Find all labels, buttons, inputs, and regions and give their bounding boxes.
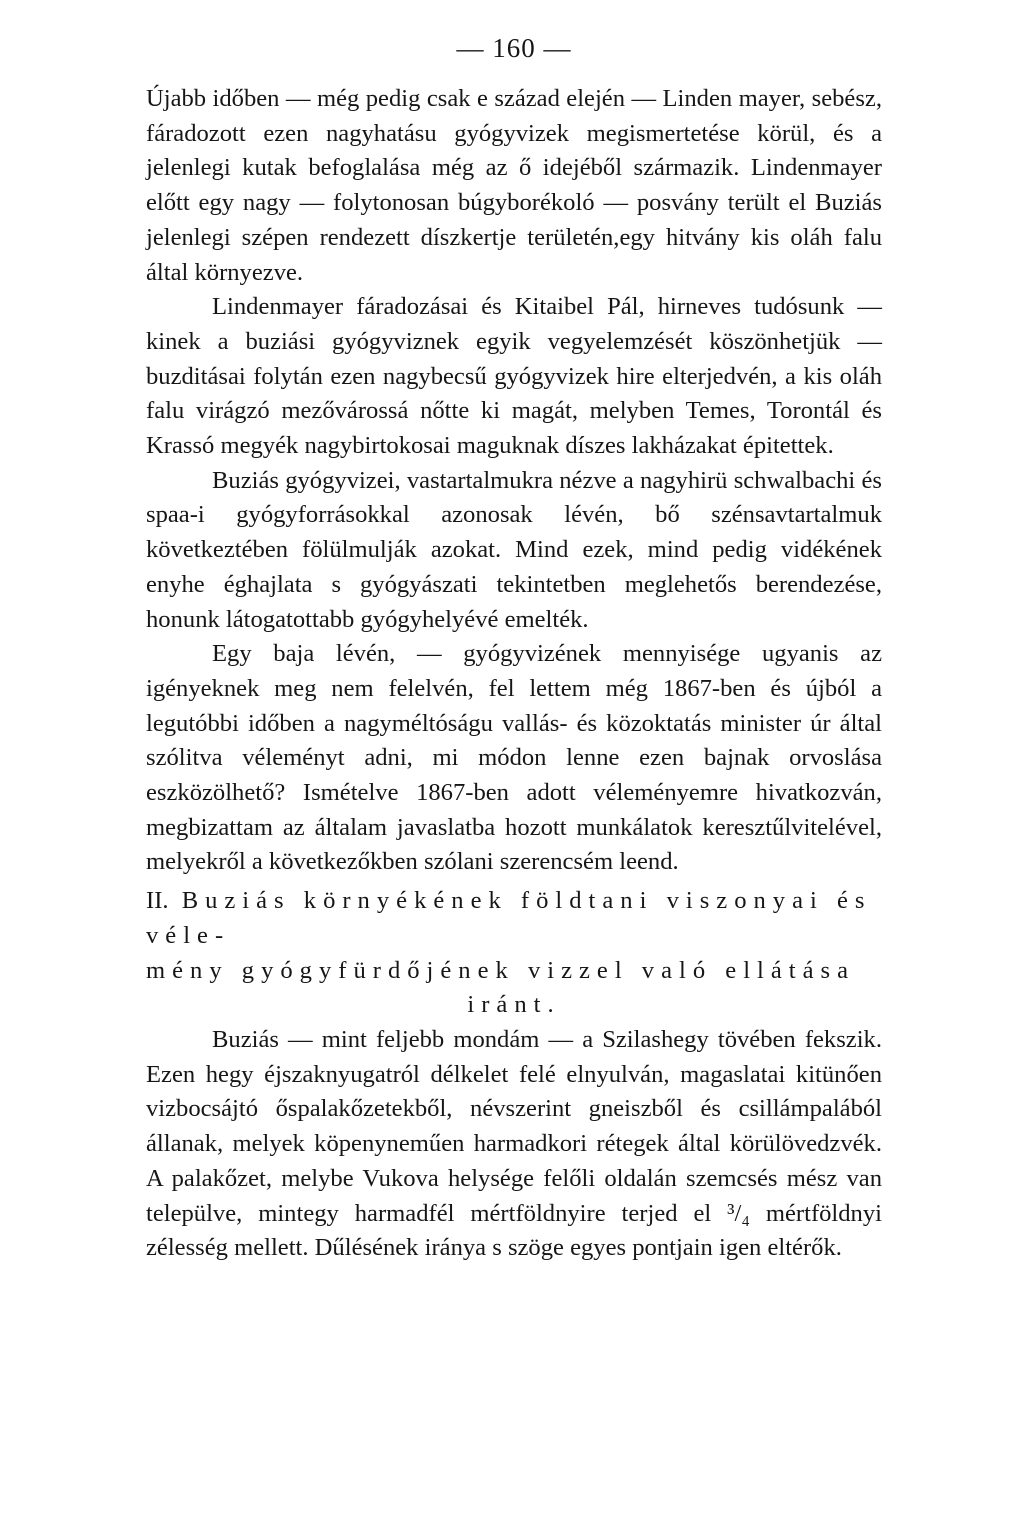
- paragraph-2: Lindenmayer fáradozásai és Kitaibel Pál, hirneves tudósunk — kinek a buziási gyógyviznek egyik vegyelemzését köszönhetjük — buzditásai folytán ezen nagybecsű gyógyvizek hire elterjedvén, a kis oláh falu virágzó mezővárossá nőtte ki magát, melyben Temes, Torontál és Krassó megyék nagybirtokosai maguknak díszes lakházakat épitettek.: [146, 293, 882, 460]
- section-heading-line-3: iránt.: [467, 991, 561, 1019]
- paragraph-4: Egy baja lévén, — gyógyvizének mennyisége ugyanis az igényeknek meg nem felelvén, fel lettem még 1867-ben és újból a legutóbbi időben a nagyméltóságu vallás- és közoktatás minister úr által szólitva véleményt adni, mi módon lenne ezen bajnak orvoslása eszközölhető? Ismételve 1867-ben adott véleményemre hivatkozván, megbizattam az általam javaslatba hozott munkálatok keresztűlvitelével, melyekről a következőkben szólani szerencsém leend.: [146, 640, 882, 876]
- paragraph-3: Buziás gyógyvizei, vastartalmukra nézve a nagyhirü schwalbachi és spaa-i gyógyforrásokkal azonosak lévén, bő szénsavtartalmuk következtében fölülmulják azokat. Mind ezek, mind pedig vidékének enyhe éghajlata s gyógyászati tekintetben meglehetős berendezése, honunk látogatottabb gyógyhelyévé emelték.: [146, 466, 882, 633]
- page-number: — 160 —: [456, 33, 572, 63]
- section-heading-text-1: Buziás környékének földtani viszonyai és véle-: [146, 887, 872, 949]
- section-heading: [146, 884, 882, 1023]
- section-heading-line-2: mény gyógyfürdőjének vizzel való ellátása: [146, 956, 856, 984]
- book-page: [146, 30, 882, 1266]
- paragraph-5: Buziás — mint feljebb mondám — a Szilashegy tövében fekszik. Ezen hegy éjszaknyugatról délkelet felé elnyulván, magaslatai kitünően vizbocsájtó őspalakőzetekből, névszerint gneiszből és csillámpalából állanak, melyek köpenyneműen harmadkori rétegek által körülövedzvék. A palakőzet, melybe Vukova helysége felőli oldalán szemcsés mész van települve, mintegy harmadfél mértföldnyire terjed el ³/₄ mértföldnyi zélesség mellett. Dűlésének iránya s szöge egyes pontjain igen eltérők.: [146, 1025, 882, 1262]
- section-numeral: II.: [146, 887, 169, 915]
- paragraph-1: Újabb időben — még pedig csak e század elején — Linden mayer, sebész, fáradozott ezen nagyhatásu gyógyvizek megismertetése körül, és a jelenlegi kutak befoglalása még az ő idejéből származik. Lindenmayer előtt egy nagy — folytonosan búgyborékoló — posvány terült el Buziás jelenlegi szépen rendezett díszkertje területén,egy hitvány kis oláh falu által környezve.: [146, 85, 882, 286]
- section-heading-line-1: [146, 884, 882, 953]
